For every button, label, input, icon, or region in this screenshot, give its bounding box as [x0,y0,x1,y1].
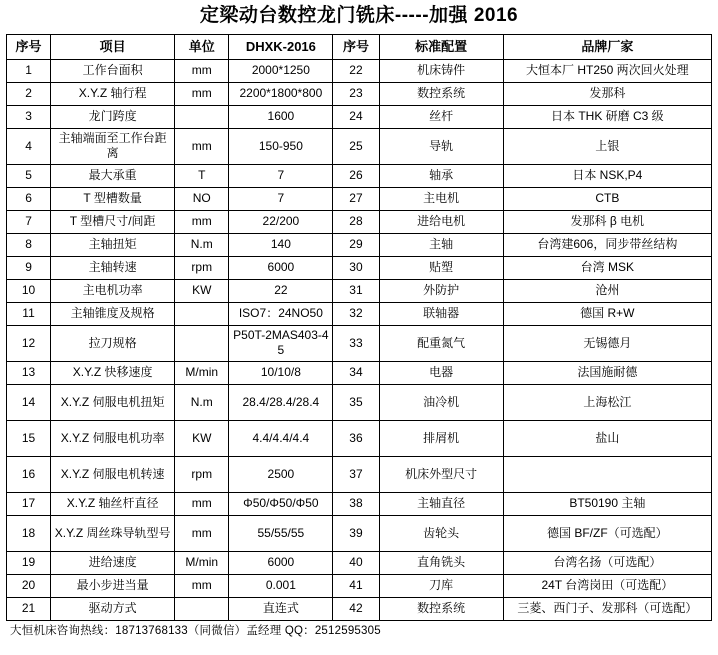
cell-brand: 无锡德月 [503,325,711,361]
cell-unit: mm [175,82,229,105]
cell-index-left: 7 [7,210,51,233]
table-row [7,256,712,279]
cell-brand: 台湾 MSK [503,256,711,279]
cell-index-right: 34 [333,361,379,384]
cell-unit: rpm [175,256,229,279]
cell-unit: mm [175,59,229,82]
cell-index-left: 13 [7,361,51,384]
cell-unit: NO [175,187,229,210]
cell-index-left: 6 [7,187,51,210]
cell-item: X.Y.Z 伺服电机扭矩 [51,384,175,420]
cell-config: 导轨 [379,128,503,164]
cell-index-left: 17 [7,492,51,515]
cell-index-left: 11 [7,302,51,325]
cell-value: P50T-2MAS403-45 [229,325,333,361]
cell-index-right: 29 [333,233,379,256]
cell-item: T 型槽尺寸/间距 [51,210,175,233]
cell-value: ISO7：24NO50 [229,302,333,325]
cell-brand: 台湾名扬（可选配） [503,551,711,574]
cell-index-right: 41 [333,574,379,597]
cell-index-right: 24 [333,105,379,128]
table-row [7,82,712,105]
cell-config: 机床铸件 [379,59,503,82]
table-row [7,105,712,128]
cell-brand: 上海松江 [503,384,711,420]
cell-index-left: 1 [7,59,51,82]
page-title: 定梁动台数控龙门铣床-----加强 2016 [199,5,519,26]
table-row [7,492,712,515]
cell-config: 数控系统 [379,597,503,620]
cell-item: 最大承重 [51,164,175,187]
cell-index-right: 35 [333,384,379,420]
cell-item: X.Y.Z 伺服电机功率 [51,420,175,456]
cell-brand: 盐山 [503,420,711,456]
cell-config: 机床外型尺寸 [379,456,503,492]
cell-value: 2000*1250 [229,59,333,82]
cell-index-right: 40 [333,551,379,574]
cell-unit: KW [175,420,229,456]
cell-index-right: 39 [333,515,379,551]
cell-item: T 型槽数量 [51,187,175,210]
cell-brand: 大恒本厂 HT250 两次回火处理 [503,59,711,82]
cell-index-left: 9 [7,256,51,279]
column-header-index-right: 序号 [333,34,379,59]
cell-item: 主轴转速 [51,256,175,279]
cell-unit: mm [175,128,229,164]
column-header-standard-config: 标准配置 [379,34,503,59]
cell-index-right: 25 [333,128,379,164]
cell-unit: rpm [175,456,229,492]
table-row [7,59,712,82]
cell-index-right: 22 [333,59,379,82]
cell-brand: 日本 THK 研磨 C3 级 [503,105,711,128]
cell-value: 28.4/28.4/28.4 [229,384,333,420]
cell-item: 主轴端面至工作台距离 [51,128,175,164]
cell-brand: 法国施耐德 [503,361,711,384]
table-row [7,551,712,574]
column-header-item: 项目 [51,34,175,59]
cell-item: X.Y.Z 轴丝杆直径 [51,492,175,515]
cell-item: 驱动方式 [51,597,175,620]
cell-config: 主轴 [379,233,503,256]
cell-brand: 三菱、西门子、发那科（可选配） [503,597,711,620]
cell-value: 0.001 [229,574,333,597]
cell-brand: 沧州 [503,279,711,302]
cell-index-right: 42 [333,597,379,620]
cell-index-right: 38 [333,492,379,515]
table-row [7,574,712,597]
cell-config: 轴承 [379,164,503,187]
cell-brand: BT50190 主轴 [503,492,711,515]
cell-unit: mm [175,210,229,233]
cell-config: 排屑机 [379,420,503,456]
cell-config: 外防护 [379,279,503,302]
cell-value: 4.4/4.4/4.4 [229,420,333,456]
cell-index-right: 23 [333,82,379,105]
cell-value: 7 [229,187,333,210]
cell-index-left: 15 [7,420,51,456]
cell-item: 工作台面积 [51,59,175,82]
table-row [7,233,712,256]
cell-value: 直连式 [229,597,333,620]
cell-value: 7 [229,164,333,187]
cell-index-left: 2 [7,82,51,105]
cell-value: 6000 [229,256,333,279]
cell-config: 贴塑 [379,256,503,279]
cell-index-right: 28 [333,210,379,233]
cell-brand: 发那科 β 电机 [503,210,711,233]
cell-unit: KW [175,279,229,302]
cell-config: 进给电机 [379,210,503,233]
table-row [7,187,712,210]
cell-item: 最小步进当量 [51,574,175,597]
cell-value: 55/55/55 [229,515,333,551]
cell-index-left: 3 [7,105,51,128]
cell-index-left: 18 [7,515,51,551]
cell-index-right: 27 [333,187,379,210]
cell-index-right: 36 [333,420,379,456]
cell-unit: mm [175,574,229,597]
table-row [7,279,712,302]
column-header-unit: 单位 [175,34,229,59]
column-header-model: DHXK-2016 [229,34,333,59]
table-row [7,597,712,620]
cell-config: 刀库 [379,574,503,597]
specification-table [6,34,712,621]
cell-config: 数控系统 [379,82,503,105]
cell-value: 150-950 [229,128,333,164]
cell-brand: 24T 台湾岗田（可选配） [503,574,711,597]
cell-item: X.Y.Z 快移速度 [51,361,175,384]
cell-unit: M/min [175,551,229,574]
cell-config: 丝杆 [379,105,503,128]
table-header-row [7,34,712,59]
cell-config: 主电机 [379,187,503,210]
cell-config: 配重氮气 [379,325,503,361]
cell-unit: N.m [175,384,229,420]
cell-item: 主电机功率 [51,279,175,302]
cell-config: 电器 [379,361,503,384]
table-row [7,325,712,361]
contact-footer: 大恒机床咨询热线：18713768133（同微信）孟经理 QQ：2512595305 [10,624,381,637]
cell-value: 22 [229,279,333,302]
cell-index-right: 33 [333,325,379,361]
cell-index-left: 19 [7,551,51,574]
cell-value: 2500 [229,456,333,492]
cell-item: 主轴扭矩 [51,233,175,256]
cell-item: 进给速度 [51,551,175,574]
cell-index-left: 5 [7,164,51,187]
cell-index-right: 30 [333,256,379,279]
cell-value: 140 [229,233,333,256]
cell-unit: mm [175,515,229,551]
cell-brand [503,456,711,492]
cell-value: Φ50/Φ50/Φ50 [229,492,333,515]
table-row [7,361,712,384]
cell-unit: N.m [175,233,229,256]
table-row [7,128,712,164]
cell-index-left: 16 [7,456,51,492]
cell-value: 6000 [229,551,333,574]
cell-index-left: 20 [7,574,51,597]
cell-item: X.Y.Z 轴行程 [51,82,175,105]
cell-unit [175,597,229,620]
cell-unit [175,325,229,361]
cell-index-right: 31 [333,279,379,302]
cell-unit: M/min [175,361,229,384]
column-header-brand: 品牌厂家 [503,34,711,59]
cell-index-right: 32 [333,302,379,325]
cell-unit [175,302,229,325]
table-row [7,164,712,187]
cell-value: 2200*1800*800 [229,82,333,105]
cell-brand: 德国 BF/ZF（可选配） [503,515,711,551]
cell-index-left: 14 [7,384,51,420]
cell-item: 龙门跨度 [51,105,175,128]
cell-brand: 发那科 [503,82,711,105]
cell-index-right: 37 [333,456,379,492]
cell-item: X.Y.Z 周丝珠导轨型号 [51,515,175,551]
cell-brand: 日本 NSK,P4 [503,164,711,187]
column-header-index-left: 序号 [7,34,51,59]
cell-value: 10/10/8 [229,361,333,384]
cell-unit [175,105,229,128]
cell-index-left: 12 [7,325,51,361]
table-row [7,515,712,551]
table-row [7,210,712,233]
cell-brand: 德国 R+W [503,302,711,325]
cell-value: 1600 [229,105,333,128]
cell-value: 22/200 [229,210,333,233]
cell-index-left: 21 [7,597,51,620]
cell-item: 拉刀规格 [51,325,175,361]
cell-config: 油冷机 [379,384,503,420]
cell-config: 齿轮头 [379,515,503,551]
cell-index-left: 8 [7,233,51,256]
cell-config: 主轴直径 [379,492,503,515]
cell-item: 主轴锥度及规格 [51,302,175,325]
cell-brand: 台湾建606，同步带丝结构 [503,233,711,256]
cell-index-left: 10 [7,279,51,302]
table-row [7,384,712,420]
cell-index-right: 26 [333,164,379,187]
table-row [7,420,712,456]
cell-index-left: 4 [7,128,51,164]
cell-config: 直角铣头 [379,551,503,574]
cell-unit: mm [175,492,229,515]
cell-item: X.Y.Z 伺服电机转速 [51,456,175,492]
cell-unit: T [175,164,229,187]
cell-config: 联轴器 [379,302,503,325]
table-row [7,302,712,325]
cell-brand: CTB [503,187,711,210]
cell-brand: 上银 [503,128,711,164]
table-row [7,456,712,492]
